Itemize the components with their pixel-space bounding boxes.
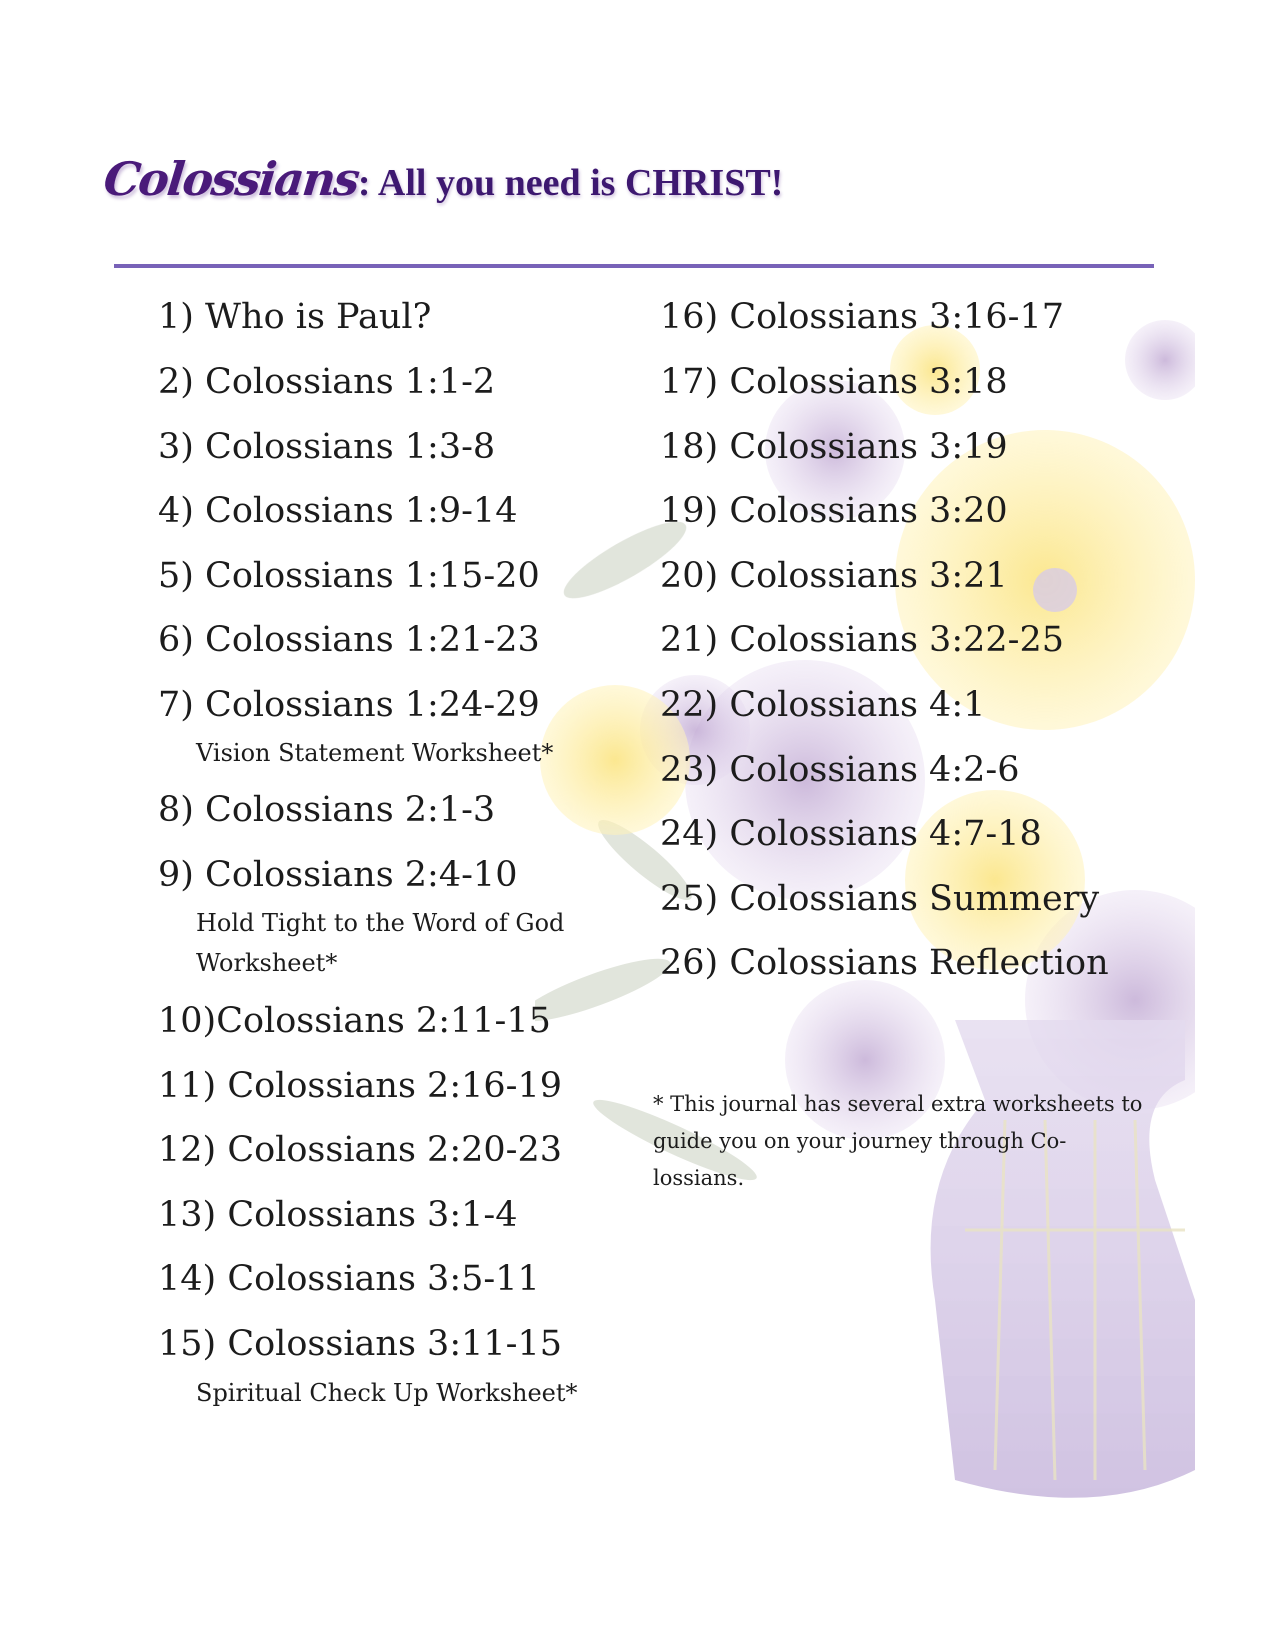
toc-item: 23) Colossians 4:2-6: [660, 750, 1020, 790]
toc-item: 15) Colossians 3:11-15: [158, 1324, 563, 1364]
toc-item: 26) Colossians Reflection: [660, 943, 1109, 983]
toc-item: 13) Colossians 3:1-4: [158, 1195, 518, 1235]
toc-item: 9) Colossians 2:4-10: [158, 855, 518, 895]
flower-vase-illustration: [535, 300, 1195, 1560]
title-script-word: Colossians: [101, 152, 361, 206]
toc-item: 5) Colossians 1:15-20: [158, 556, 540, 596]
toc-item: 2) Colossians 1:1-2: [158, 362, 496, 402]
toc-item: 25) Colossians Summery: [660, 879, 1100, 919]
toc-item: 8) Colossians 2:1-3: [158, 790, 496, 830]
toc-item: 10)Colossians 2:11-15: [158, 1001, 551, 1041]
toc-item: 1) Who is Paul?: [158, 297, 432, 337]
toc-item: 14) Colossians 3:5-11: [158, 1259, 540, 1299]
worksheet-footnote: * This journal has several extra worksheets to guide you on your journey through Co-lossians.: [653, 1092, 1143, 1190]
toc-item: 18) Colossians 3:19: [660, 427, 1008, 467]
toc-item: 16) Colossians 3:16-17: [660, 297, 1065, 337]
toc-subitem: Hold Tight to the Word of God: [196, 909, 565, 937]
page-title: [101, 152, 784, 222]
toc-item: 12) Colossians 2:20-23: [158, 1130, 563, 1170]
toc-item: 4) Colossians 1:9-14: [158, 491, 518, 531]
toc-subitem: Vision Statement Worksheet*: [196, 739, 554, 767]
toc-item: 6) Colossians 1:21-23: [158, 620, 540, 660]
toc-item: 7) Colossians 1:24-29: [158, 685, 540, 725]
title-divider: [114, 264, 1154, 268]
toc-item: 20) Colossians 3:21: [660, 556, 1008, 596]
toc-subitem: Worksheet*: [196, 949, 338, 977]
toc-item: 22) Colossians 4:1: [660, 685, 986, 725]
toc-subitem: Spiritual Check Up Worksheet*: [196, 1379, 578, 1407]
toc-item: 19) Colossians 3:20: [660, 491, 1008, 531]
toc-item: 17) Colossians 3:18: [660, 362, 1008, 402]
title-tagline: : All you need is CHRIST!: [357, 162, 784, 204]
toc-item: 21) Colossians 3:22-25: [660, 620, 1065, 660]
toc-item: 24) Colossians 4:7-18: [660, 814, 1042, 854]
toc-item: 11) Colossians 2:16-19: [158, 1066, 563, 1106]
toc-item: 3) Colossians 1:3-8: [158, 427, 496, 467]
